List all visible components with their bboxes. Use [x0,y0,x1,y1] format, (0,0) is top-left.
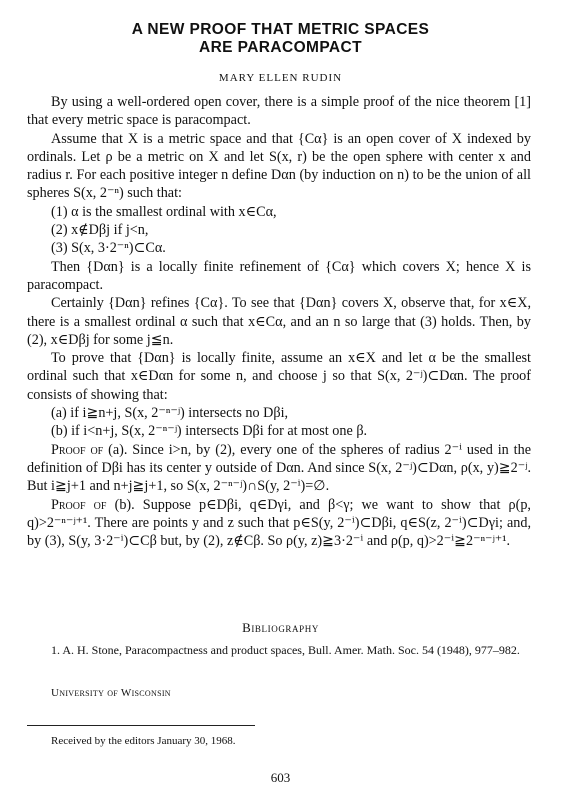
title-line-2: ARE PARACOMPACT [198,39,362,56]
condition-item: (a) if i≧n+j, S(x, 2⁻ⁿ⁻ʲ) intersects no Dβi, [51,405,289,422]
body-paragraph: By using a well-ordered open cover, there is a simple proof of the nice theorem [1] that every metric space is paracompact. [27,94,531,129]
condition-item: (1) α is the smallest ordinal with x∈Cα, [51,203,277,220]
body-paragraph: To prove that {Dαn} is locally finite, assume an x∈X and let α be the smallest ordinal such that x∈Dαn for some n, and choose j so that S(x, 2⁻ʲ)⊂Dαn. The proof consists of showing that: [27,350,531,403]
proof-lead: Proof of [51,496,107,513]
article-body [27,93,531,550]
proof-text: (b). Suppose p∈Dβi, q∈Dγi, and β<γ; we want to show that ρ(p, q)>2⁻ⁿ⁻ʲ⁺¹. There are points y and z such that p∈S(y, 2⁻ⁱ)⊂Dβi, q∈S(z, 2⁻ⁱ)⊂Dγi; and, by (3), S(y, 3·2⁻ⁱ)⊂Cβ but, by (2), z∉Cβ. So ρ(y, z)≧3·2⁻ⁱ and ρ(p, q)>2⁻ⁱ≧2⁻ⁿ⁻ʲ⁺¹. [27,496,531,550]
author: MARY ELLEN RUDIN [218,72,343,84]
bibliography-entry-text: 1. A. H. Stone, Paracompactness and product spaces, Bull. Amer. Math. Soc. 54 (1948), 977–982. [51,643,520,657]
received-date: Received by the editors January 30, 1968. [51,735,236,747]
body-paragraph: Assume that X is a metric space and that {Cα} is an open cover of X indexed by ordinals. Let ρ be a metric on X and let S(x, r) be the open sphere with center x and radius r. For each positive integer n define Dαn (by induction on n) to be the union of all spheres S(x, 2⁻ⁿ) such that: [27,130,531,202]
body-paragraph: Certainly {Dαn} refines {Cα}. To see that {Dαn} covers X, observe that, for x∈X, there is a smallest ordinal α such that x∈Cα, and an n so large that (3) holds. Then, by (2), x∈Dβj for some j≦n. [27,295,531,348]
affiliation: University of Wisconsin [51,687,171,699]
condition-item: (2) x∉Dβj if j<n, [51,222,149,239]
proof-paragraph [27,496,531,551]
body-paragraph: Then {Dαn} is a locally finite refinement of {Cα} which covers X; hence X is paracompact. [27,258,531,293]
proof-lead: Proof of [51,441,104,458]
footnote-rule [27,725,255,726]
page-number: 603 [270,770,291,785]
condition-item: (3) S(x, 3·2⁻ⁿ)⊂Cα. [51,240,166,257]
proof-paragraph [27,441,531,496]
bibliography-heading: Bibliography [242,620,319,635]
title-line-1: A NEW PROOF THAT METRIC SPACES [131,21,430,38]
proof-text: (a). Since i>n, by (2), every one of the spheres of radius 2⁻ⁱ used in the definition of Dβi has its center y outside of Dαn. And since S(x, 2⁻ʲ)⊂Dαn, ρ(x, y)≧2⁻ʲ. But i≧j+1 and n+j≧j+1, so S(x, 2⁻ⁿ⁻ʲ)∩S(y, 2⁻ⁱ)=∅. [27,441,531,495]
condition-item: (b) if i<n+j, S(x, 2⁻ⁿ⁻ʲ) intersects Dβi for at most one β. [51,423,368,440]
bibliography-entry [27,642,531,658]
